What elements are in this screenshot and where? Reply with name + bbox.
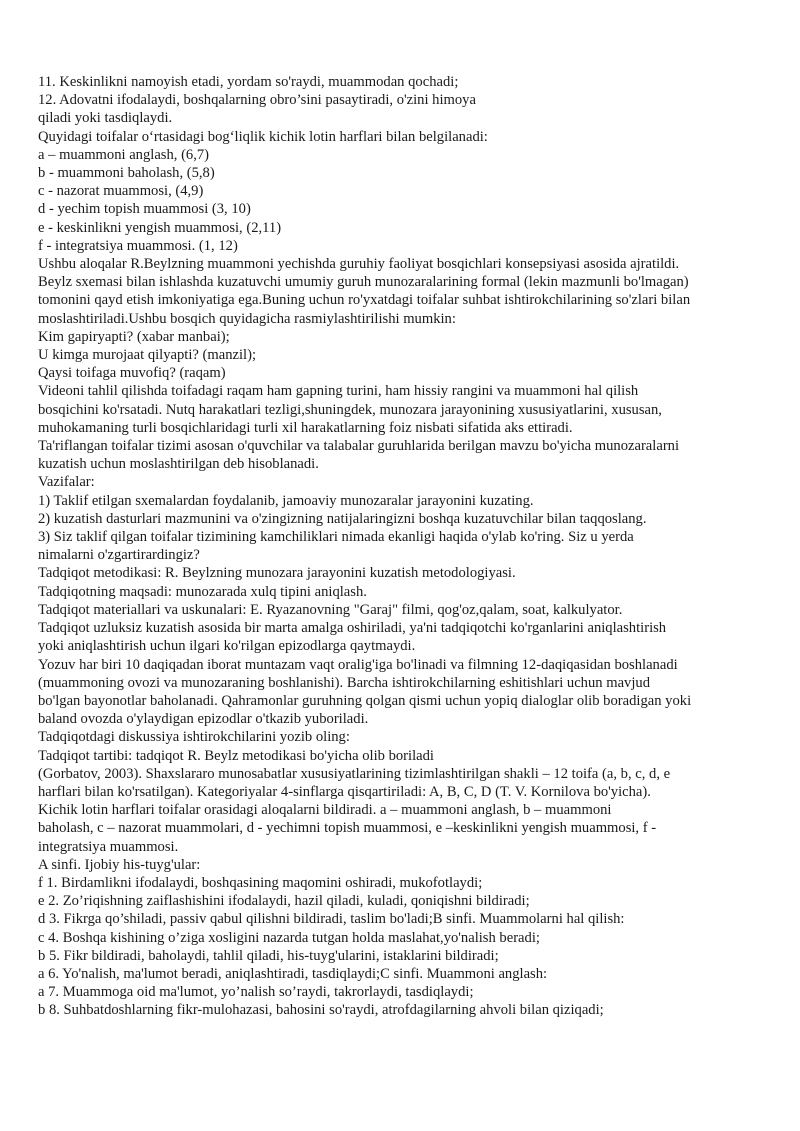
text-line: U kimga murojaat qilyapti? (manzil); — [38, 347, 257, 364]
text-line: Videoni tahlil qilishda toifadagi raqam ham gapning turini, ham hissiy rangini va muammoni hal qilish — [38, 383, 639, 400]
text-line: qiladi yoki tasdiqlaydi. — [38, 110, 173, 127]
text-line: muhokamaning turli bosqichlaridagi turli xil harakatlarning foiz nisbati sifatida aks ettiradi. — [38, 419, 573, 436]
text-line: bosqichini ko'rsatadi. Nutq harakatlari tezligi,shuningdek, munozara jarayonining xususiyatlarini, xususan, — [38, 401, 662, 418]
text-line: 3) Siz taklif qilgan toifalar tizimining kamchiliklari nimada ekanligi haqida o'ylab ko'ring. Siz u yerda — [38, 529, 634, 546]
text-line: Tadqiqot metodikasi: R. Beylzning munozara jarayonini kuzatish metodologiyasi. — [38, 565, 516, 582]
text-line: bo'lgan bayonotlar baholanadi. Qahramonlar guruhning qolgan qismi uchun yopiq dialoglar olib boradigan yoki — [38, 692, 692, 709]
text-line: tomonini qayd etish imkoniyatiga ega.Buning uchun ro'yxatdagi toifalar suhbat ishtirokchilarining so'zlari bilan — [38, 292, 691, 309]
text-line: Kichik lotin harflari toifalar orasidagi aloqalarni bildiradi. a – muammoni anglash, b – muammoni — [38, 802, 612, 819]
text-line: Beylz sxemasi bilan ishlashda kuzatuvchi umumiy guruh munozaralarining formal (lekin mazmunli bo'lmagan) — [38, 274, 689, 291]
text-line: Ta'riflangan toifalar tizimi asosan o'quvchilar va talabalar guruhlarida berilgan mavzu bo'yicha munozaralarni — [38, 438, 680, 455]
text-line: kuzatish uchun moslashtirilgan deb hisoblanadi. — [38, 456, 319, 473]
text-line: b 8. Suhbatdoshlarning fikr-mulohazasi, bahosini so'raydi, atrofdagilarning ahvoli bilan qiziqadi; — [38, 1002, 604, 1019]
text-line: 2) kuzatish dasturlari mazmunini va o'zingizning natijalaringizni boshqa kuzatuvchilar bilan taqqoslang. — [38, 510, 647, 527]
text-line: a 6. Yo'nalish, ma'lumot beradi, aniqlashtiradi, tasdiqlaydi;C sinfi. Muammoni anglash: — [38, 965, 548, 982]
text-line: moslashtiriladi.Ushbu bosqich quyidagicha rasmiylashtirilishi mumkin: — [38, 310, 456, 327]
text-line: c - nazorat muammosi, (4,9) — [38, 183, 204, 200]
text-line: d 3. Fikrga qo’shiladi, passiv qabul qilishni bildiradi, taslim bo'ladi;B sinfi. Muammolarni hal qilish: — [38, 911, 625, 928]
text-line: b 5. Fikr bildiradi, baholaydi, tahlil qiladi, his-tuyg'ularini, istaklarini bildiradi; — [38, 947, 499, 964]
text-line: integratsiya muammosi. — [38, 838, 179, 855]
text-line: Vazifalar: — [38, 474, 95, 491]
text-line: Qaysi toifaga muvofiq? (raqam) — [38, 365, 226, 382]
text-line: 11. Keskinlikni namoyish etadi, yordam so'raydi, muammodan qochadi; — [38, 74, 459, 90]
text-line: c 4. Boshqa kishining o’ziga xosligini nazarda tutgan holda maslahat,yo'nalish beradi; — [38, 929, 540, 946]
text-line: Tadqiqot uzluksiz kuzatish asosida bir marta amalga oshiriladi, ya'ni tadqiqotchi ko'rganlarini aniqlashtirish — [38, 620, 667, 637]
text-line: a – muammoni anglash, (6,7) — [38, 146, 210, 163]
text-line: A sinfi. Ijobiy his-tuyg'ular: — [38, 856, 201, 873]
text-line: Quyidagi toifalar oʻrtasidagi bogʻliqlik kichik lotin harflari bilan belgilanadi: — [38, 128, 488, 145]
text-line: Kim gapiryapti? (xabar manbai); — [38, 328, 230, 345]
text-line: baland ovozda o'ylaydigan epizodlar o'tkazib yuboriladi. — [38, 711, 369, 728]
text-line: Tadqiqotdagi diskussiya ishtirokchilarini yozib oling: — [38, 729, 350, 746]
text-line: yoki aniqlashtirish uchun ilgari ko'rilgan epizodlarga qaytmaydi. — [38, 638, 416, 655]
text-line: f - integratsiya muammosi. (1, 12) — [38, 237, 238, 254]
text-line: f 1. Birdamlikni ifodalaydi, boshqasining maqomini oshiradi, mukofotlaydi; — [38, 874, 483, 891]
text-line: d - yechim topish muammosi (3, 10) — [38, 201, 251, 218]
text-line: (muammoning ovozi va munozaraning boshlanishi). Barcha ishtirokchilarning eshitishlari uchun mavjud — [38, 674, 650, 691]
text-line: baholash, c – nazorat muammolari, d - yechimni topish muammosi, e –keskinlikni yengish muammosi, f - — [38, 820, 657, 837]
text-line: harflari bilan ko'rsatilgan). Kategoriyalar 4-sinflarga qisqartiriladi: A, B, C, D (T. V. Kornilova bo'yicha). — [38, 783, 651, 800]
text-line: 1) Taklif etilgan sxemalardan foydalanib, jamoaviy munozaralar jarayonini kuzating. — [38, 492, 534, 509]
text-line: Tadqiqot tartibi: tadqiqot R. Beylz metodikasi bo'yicha olib boriladi — [38, 747, 434, 764]
text-line: Tadqiqot materiallari va uskunalari: E. Ryazanovning "Garaj" filmi, qog'oz,qalam, soat, kalkulyator. — [38, 601, 623, 618]
text-line: b - muammoni baholash, (5,8) — [38, 165, 215, 182]
text-line: (Gorbatov, 2003). Shaxslararo munosabatlar xususiyatlarining tizimlashtirilgan shakli – 12 toifa (a, b, c, d, e — [38, 765, 671, 782]
text-line: Yozuv har biri 10 daqiqadan iborat muntazam vaqt oralig'iga bo'linadi va filmning 12-daqiqasidan boshlanadi — [38, 656, 678, 673]
text-line: e 2. Zo’riqishning zaiflashishini ifodalaydi, hazil qiladi, kuladi, qoniqishni bildiradi; — [38, 893, 530, 910]
text-line: Ushbu aloqalar R.Beylzning muammoni yechishda guruhiy faoliyat bosqichlari konsepsiyasi asosida ajratildi. — [38, 256, 680, 273]
text-line: nimalarni o'zgartirardingiz? — [38, 547, 200, 564]
text-line: e - keskinlikni yengish muammosi, (2,11) — [38, 219, 282, 236]
text-line: 12. Adovatni ifodalaydi, boshqalarning obro’sini pasaytiradi, o'zini himoya — [38, 92, 476, 109]
text-line: a 7. Muammoga oid ma'lumot, yo’nalish so’raydi, takrorlaydi, tasdiqlaydi; — [38, 984, 474, 1001]
text-line: Tadqiqotning maqsadi: munozarada xulq tipini aniqlash. — [38, 583, 367, 600]
